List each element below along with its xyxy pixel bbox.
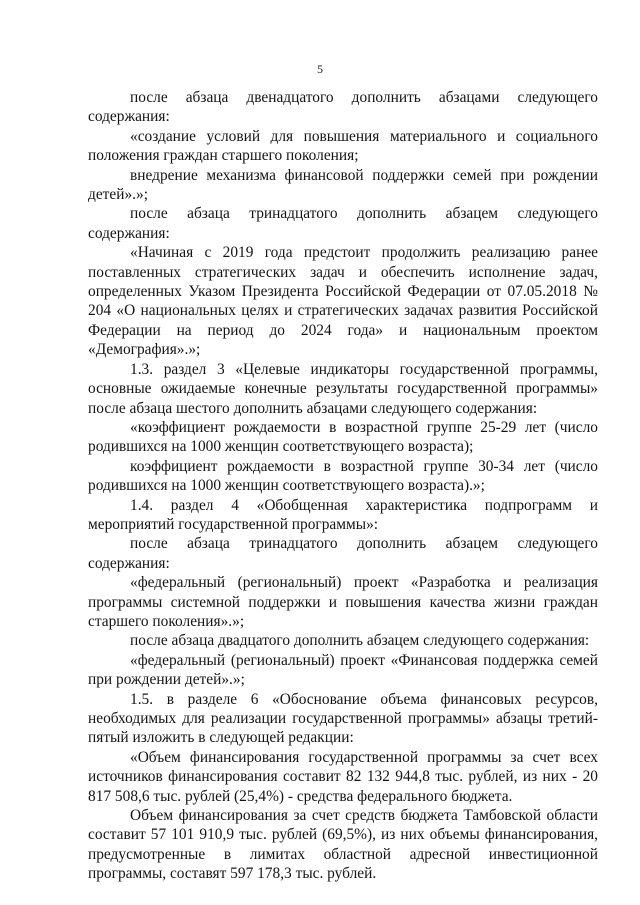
paragraph: «федеральный (региональный) проект «Разработка и реализация программы системной поддержки и повышения качества жизни граждан старшего поколения».»;: [88, 574, 598, 630]
paragraph: «создание условий для повышения материального и социального положения граждан старшего поколения;: [88, 127, 598, 165]
paragraph: 1.5. в разделе 6 «Обоснование объема финансовых ресурсов, необходимых для реализации государственной программы» абзацы третий- пятый изложить в следующей редакции:: [88, 690, 598, 747]
paragraph: 1.3. раздел 3 «Целевые индикаторы государственной программы, основные ожидаемые конечные результаты государственной программы» после абзаца шестого дополнить абзацами следующего содержания:: [88, 360, 598, 417]
paragraph: «Начиная с 2019 года предстоит продолжить реализацию ранее поставленных стратегических задач и обеспечить исполнение задач, определенных Указом Президента Российской Федерации от 07.05.2018 № 204 «О национальных целях и стратегических задачах развития Российской Федерации на период до 2024 года» и национальным проектом «Демография».»;: [88, 244, 598, 359]
paragraph: после абзаца тринадцатого дополнить абзацем следующего содержания:: [88, 535, 598, 572]
paragraph: после абзаца двадцатого дополнить абзацем следующего содержания:: [130, 632, 590, 650]
paragraph: коэффициент рождаемости в возрастной группе 30-34 лет (число родившихся на 1000 женщин соответствующего возраста).»;: [88, 457, 598, 495]
paragraph: «коэффициент рождаемости в возрастной группе 25-29 лет (число родившихся на 1000 женщин соответствующего возраста);: [88, 418, 598, 456]
paragraph: «Объем финансирования государственной программы за счет всех источников финансирования составит 82 132 944,8 тыс. рублей, из них - 20 817 508,6 тыс. рублей (25,4%) - средства федерального бюджета.: [88, 748, 598, 805]
document-body: [88, 88, 598, 884]
paragraph: «федеральный (региональный) проект «Финансовая поддержка семей при рождении детей».»;: [88, 651, 598, 689]
page-number: 5: [317, 62, 323, 76]
paragraph: внедрение механизма финансовой поддержки семей при рождении детей».»;: [88, 166, 598, 204]
paragraph: 1.4. раздел 4 «Обобщенная характеристика подпрограмм и мероприятий государственной программы»:: [88, 496, 598, 533]
paragraph: Объем финансирования за счет средств бюджета Тамбовской области составит 57 101 910,9 тыс. рублей (69,5%), из них объемы финансирования, предусмотренные в лимитах областной адресной инвестиционной программы, составят 597 178,3 тыс. рублей.: [88, 807, 598, 883]
paragraph: после абзаца тринадцатого дополнить абзацем следующего содержания:: [88, 205, 598, 242]
paragraph: после абзаца двенадцатого дополнить абзацами следующего содержания:: [88, 89, 598, 126]
